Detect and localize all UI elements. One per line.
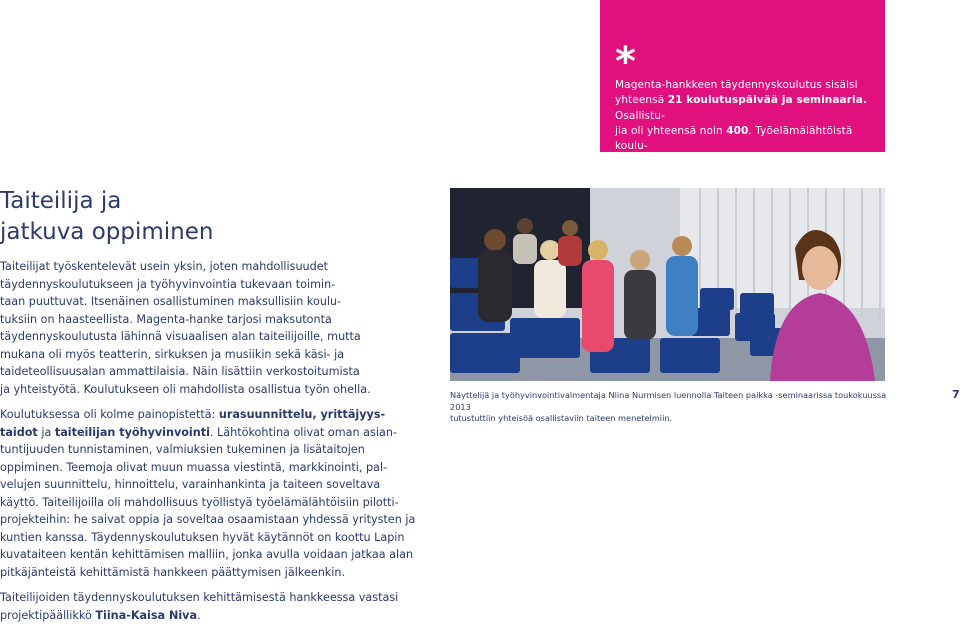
paragraph-focus-areas: Koulutuksessa oli kolme painopistettä: urasuunnittelu, yrittäjyys- taidot ja taiteilijan työhyvinvointi. Lähtökohtina olivat oman asian- tuntijuuden tunnistaminen, valmiuksien tukeminen ja lisätaitojen oppiminen. Teemoja olivat muun muassa viestintä, markkinointi, pal- velujen suunnittelu, hinnoittelu, varainhankinta ja taiteen soveltava käyttö. Taiteilijoilla oli mahdollisuus työllistyä työelämälähtöisiin pilotti- projekteihin: he saivat oppia ja soveltaa osaamistaan yhdessä yritysten ja kuntien kanssa. Täydennyskoulutuksen hyvät käytännöt on koottu Lapin kuvataiteen kentän kehittämisen malliin, jonka avulla voidaan jatkaa alan pitkäjänteistä kehittämistä hankkeen päättymisen jälkeenkin. <box>0 406 420 581</box>
text-line: tuntijuuden tunnistaminen, valmiuksien tukeminen ja lisätaitojen <box>0 443 365 456</box>
text-line: täydennyskoulutusta lähinnä visuaalisen alan taiteilijoille, mutta <box>0 330 361 343</box>
article-body <box>0 258 420 632</box>
text-line: kuntien kanssa. Täydennyskoulutuksen hyvät käytännöt on koottu Lapin <box>0 530 405 544</box>
text-line: käyttö. Taiteilijoilla oli mahdollisuus työllistyä työelämälähtöisiin pilotti- <box>0 495 399 509</box>
text-line: velujen suunnittelu, hinnoittelu, varainhankinta ja taiteen soveltava <box>0 478 381 491</box>
text-line: oppiminen. Teemoja olivat muun muassa viestintä, markkinointi, pal- <box>0 460 388 474</box>
page-title: Taiteilija ja jatkuva oppiminen <box>0 188 214 245</box>
page-number: 7 <box>952 388 960 401</box>
text-line: projekteihin: he saivat oppia ja soveltaa osaamistaan yhdessä yritysten ja <box>0 513 416 526</box>
seminar-photo <box>450 188 885 381</box>
text-line: taan puuttuvat. Itsenäinen osallistuminen maksullisiin koulu- <box>0 295 342 308</box>
text-line: taideteollisuusalan ammattilaisia. Näin lisättiin verkostoitumista <box>0 365 360 378</box>
paragraph-intro <box>0 258 420 398</box>
callout-text: Magenta-hankkeen täydennyskoulutus sisälsi yhteensä 21 koulutuspäivää ja seminaaria. Osallistu- jia oli yhteensä noin 400. Työelämälähtöistä koulu- tusta järjestettiin yhdeksässä kuvataideprojektissa. <box>615 79 867 183</box>
text-line: tuksiin on haasteellista. Magenta-hanke tarjosi maksutonta <box>0 312 332 326</box>
text-line: pitkäjänteistä kehittämistä hankkeen päättymisen jälkeenkin. <box>0 565 346 579</box>
text-line: mukana oli myös teatterin, sirkuksen ja musiikin sekä käsi- ja <box>0 347 345 361</box>
text-line: ja yhteistyötä. Koulutukseen oli mahdollista osallistua työn ohella. <box>0 382 371 396</box>
text-line: täydennyskoulutukseen ja työhyvinvointia tukevaan toimin- <box>0 277 336 291</box>
text-line: kuvataiteen kentän kehittämisen malliin, jonka avulla voidaan jatkaa alan <box>0 548 414 561</box>
asterisk-icon: * <box>615 39 636 85</box>
seminar-photo-image <box>450 188 885 381</box>
paragraph-responsible: Taiteilijoiden täydennyskoulutuksen kehittämisestä hankkeessa vastasi projektipäällikkö Tiina-Kaisa Niva. <box>0 591 399 622</box>
text-line: Taiteilijat työskentelevät usein yksin, joten mahdollisuudet <box>0 260 329 273</box>
photo-caption: Näyttelijä ja työhyvinvointivalmentaja Niina Nurmisen luennolla Taiteen paikka -seminaarissa toukokuussa 2013 tutustuttiin yhteisöä osallistaviin taiteen menetelmiin. <box>450 390 887 423</box>
info-callout <box>600 0 885 183</box>
